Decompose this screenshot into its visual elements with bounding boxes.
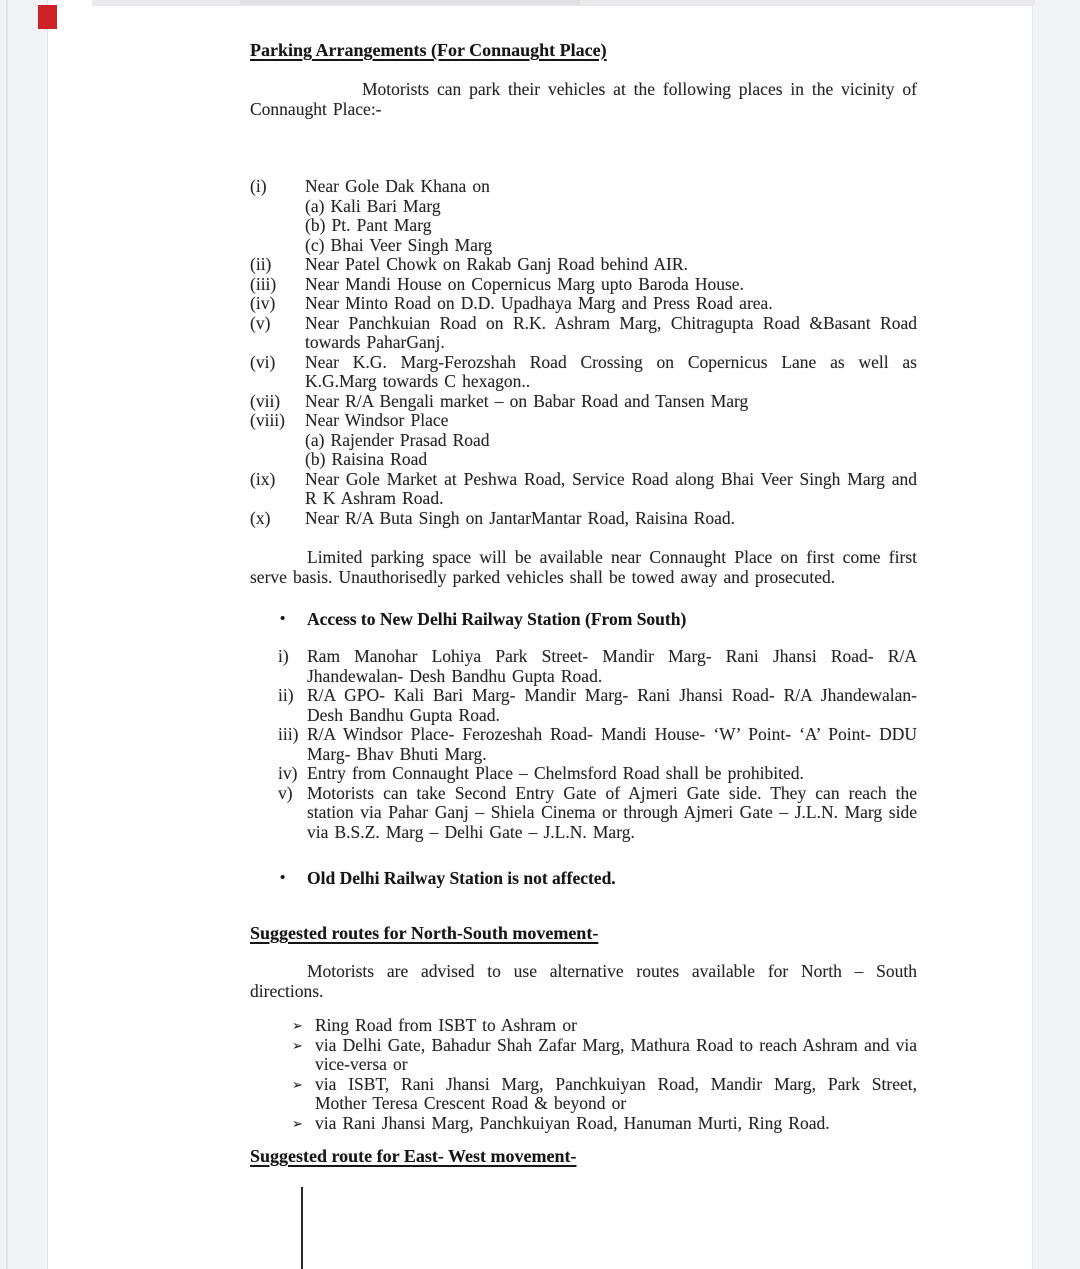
ns-route-item	[292, 1016, 917, 1036]
access-heading: Access to New Delhi Railway Station (From South)	[307, 609, 687, 629]
parking-item	[250, 314, 917, 353]
item-number: (vi)	[250, 351, 276, 372]
route-item	[278, 647, 917, 686]
item-text: Entry from Connaught Place – Chelmsford Road shall be prohibited.	[307, 763, 804, 783]
arrow-bullet-icon: ➢	[292, 1037, 303, 1053]
item-number: (v)	[250, 312, 271, 333]
item-text: Near K.G. Marg-Ferozshah Road Crossing on Copernicus Lane as well as K.G.Marg towards C hexagon..	[305, 351, 917, 391]
item-number: iii)	[278, 724, 299, 744]
parking-item	[250, 411, 917, 431]
ns-route-item	[292, 1036, 917, 1075]
arrow-bullet-icon: ➢	[292, 1018, 303, 1033]
scan-edge-line	[6, 0, 8, 1269]
item-number: (viii)	[250, 410, 285, 430]
right-margin	[1032, 0, 1080, 1269]
item-text: Near Windsor Place	[305, 410, 449, 430]
item-number: (iii)	[250, 273, 277, 294]
item-text: Near Patel Chowk on Rakab Ganj Road behind AIR.	[305, 254, 688, 274]
parking-item	[250, 177, 917, 197]
parking-item	[250, 392, 917, 412]
item-text: Near R/A Buta Singh on JantarMantar Road, Raisina Road.	[305, 507, 736, 528]
parking-subitem	[250, 216, 917, 236]
item-number: ii)	[278, 685, 294, 705]
arrow-bullet-icon: ➢	[292, 1115, 303, 1131]
item-text: Ring Road from ISBT to Ashram or	[315, 1015, 577, 1035]
old-delhi-note: Old Delhi Railway Station is not affected.	[307, 868, 616, 888]
parking-subitem	[250, 236, 917, 256]
old-delhi-note-row	[250, 868, 917, 888]
item-text: (b) Pt. Pant Marg	[305, 215, 432, 235]
ns-route-item	[292, 1114, 917, 1134]
parking-subitem	[250, 450, 917, 470]
parking-item	[250, 275, 917, 295]
item-text: (c) Bhai Veer Singh Marg	[305, 234, 493, 255]
parking-list	[250, 177, 917, 528]
item-text: (a) Rajender Prasad Road	[305, 429, 490, 450]
limited-parking-note: Limited parking space will be available near Connaught Place on first come first serve basis. Unauthorisedly parked vehicles shall be towed away and prosecuted.	[250, 547, 917, 587]
parking-item	[250, 353, 917, 392]
item-number: v)	[278, 782, 293, 803]
east-west-heading: Suggested route for East- West movement-	[250, 1146, 577, 1166]
bullet-icon: •	[280, 611, 286, 627]
parking-item	[250, 470, 917, 509]
item-number: (i)	[250, 176, 267, 196]
item-number: (ix)	[250, 468, 276, 489]
route-item	[278, 725, 917, 764]
north-south-heading: Suggested routes for North-South movement-	[250, 923, 599, 943]
top-edge-strip-dark	[240, 0, 580, 5]
item-text: Near Panchkuian Road on R.K. Ashram Marg, Chitragupta Road &Basant Road towards PaharGanj.	[305, 312, 917, 352]
intro-paragraph: Motorists can park their vehicles at the following places in the vicinity of Connaught Place:-	[250, 79, 917, 119]
doc-title: Parking Arrangements (For Connaught Place)	[250, 40, 607, 60]
item-text: via Delhi Gate, Bahadur Shah Zafar Marg, Mathura Road to reach Ashram and via vice-versa or	[315, 1034, 917, 1074]
item-number: (ii)	[250, 254, 272, 274]
bullet-icon: •	[280, 870, 286, 886]
north-south-route-list	[250, 1016, 917, 1133]
item-number: (vii)	[250, 390, 281, 411]
route-item	[278, 686, 917, 725]
item-number: (iv)	[250, 293, 276, 313]
parking-item	[250, 294, 917, 314]
arrow-bullet-icon: ➢	[292, 1076, 303, 1092]
ns-route-item	[292, 1075, 917, 1114]
item-text: R/A Windsor Place- Ferozeshah Road- Mandi House- ‘W’ Point- ‘A’ Point- DDU Marg- Bhav Bhuti Marg.	[307, 724, 917, 764]
access-route-list	[250, 647, 917, 842]
parking-subitem	[250, 197, 917, 217]
item-text: (b) Raisina Road	[305, 449, 428, 469]
item-number: i)	[278, 646, 289, 666]
document-content	[250, 0, 917, 1166]
item-number: iv)	[278, 763, 298, 783]
left-margin	[0, 0, 48, 1269]
item-text: Near Gole Dak Khana on	[305, 176, 490, 196]
parking-item	[250, 509, 917, 529]
item-text: Near Gole Market at Peshwa Road, Service Road along Bhai Veer Singh Marg and R K Ashram Road.	[305, 468, 917, 508]
document-page	[48, 0, 1032, 1269]
item-number: (x)	[250, 507, 271, 528]
item-text: R/A GPO- Kali Bari Marg- Mandir Marg- Rani Jhansi Road- R/A Jhandewalan- Desh Bandhu Gupta Road.	[307, 685, 917, 725]
access-heading-row	[250, 609, 917, 629]
item-text: via ISBT, Rani Jhansi Marg, Panchkuiyan Road, Mandir Marg, Park Street, Mother Teresa Crescent Road & beyond or	[315, 1073, 917, 1113]
parking-subitem	[250, 431, 917, 451]
north-south-intro: Motorists are advised to use alternative routes available for North – South directions.	[250, 961, 917, 1001]
item-text: (a) Kali Bari Marg	[305, 195, 441, 216]
route-item	[278, 764, 917, 784]
item-text: Near Minto Road on D.D. Upadhaya Marg and Press Road area.	[305, 293, 773, 313]
item-text: Near Mandi House on Copernicus Marg upto Baroda House.	[305, 273, 744, 294]
route-item	[278, 784, 917, 843]
text-cursor-line	[301, 1187, 303, 1269]
item-text: Near R/A Bengali market – on Babar Road and Tansen Marg	[305, 390, 749, 411]
item-text: Ram Manohar Lohiya Park Street- Mandir Marg- Rani Jhansi Road- R/A Jhandewalan- Desh Bandhu Gupta Road.	[307, 646, 917, 686]
parking-item	[250, 255, 917, 275]
item-text: via Rani Jhansi Marg, Panchkuiyan Road, Hanuman Murti, Ring Road.	[315, 1112, 830, 1133]
item-text: Motorists can take Second Entry Gate of Ajmeri Gate side. They can reach the station via Pahar Ganj – Shiela Cinema or through Ajmeri Gate – J.L.N. Marg side via B.S.Z. Marg – Delhi Gate – J.L.N. Marg.	[307, 782, 917, 842]
red-marker	[38, 5, 57, 29]
